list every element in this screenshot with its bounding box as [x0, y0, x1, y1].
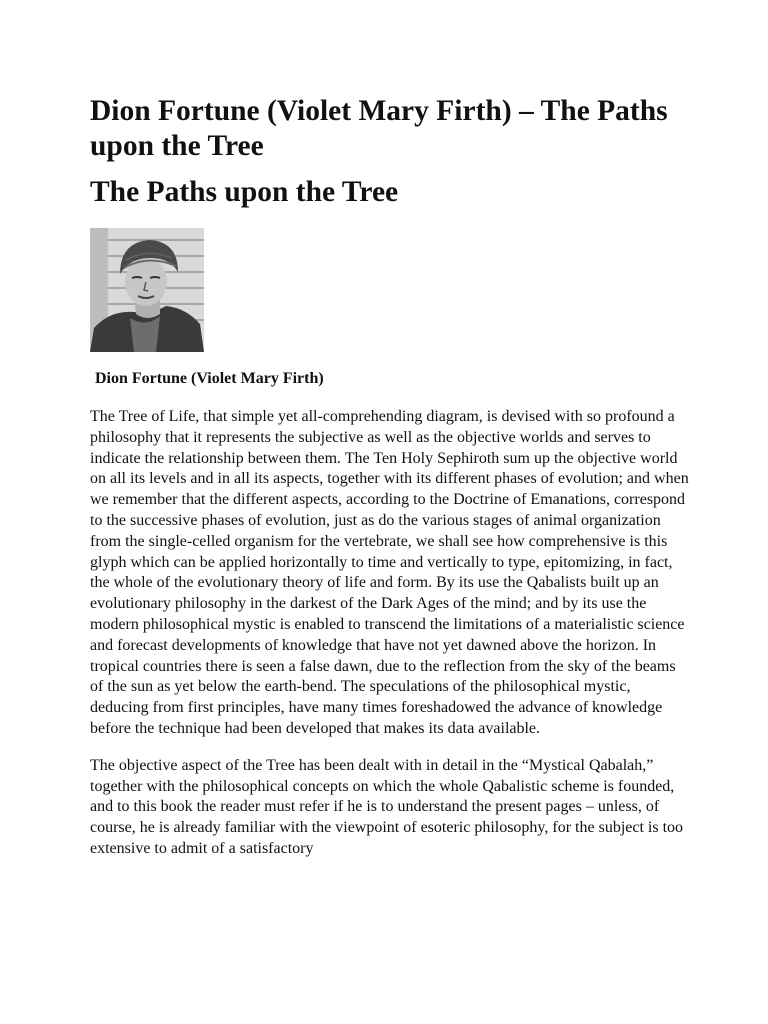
photo-caption: Dion Fortune (Violet Mary Firth)	[95, 370, 324, 387]
author-photo	[90, 228, 204, 352]
body-paragraph-2: The objective aspect of the Tree has been dealt with in detail in the “Mystical Qabalah,” together with the philosophical concepts on which the whole Qabalistic scheme is founded, and to this book the reader must refer if he is to understand the present pages – unless, of course, he is already familiar with the viewpoint of esoteric philosophy, for the subject is too extensive to admit of a satisfactory	[90, 756, 684, 857]
document-subtitle: The Paths upon the Tree	[90, 176, 399, 208]
document-title: Dion Fortune (Violet Mary Firth) – The Paths upon the Tree	[90, 95, 668, 162]
document-page	[90, 94, 690, 860]
body-paragraph-1: The Tree of Life, that simple yet all-comprehending diagram, is devised with so profound a philosophy that it represents the subjective as well as the objective worlds and serves to indicate the relationship between them. The Ten Holy Sephiroth sum up the objective world on all its levels and in all its aspects, together with its different phases of evolution; and when we remember that the different aspects, according to the Doctrine of Emanations, correspond to the successive phases of evolution, just as do the various stages of animal organization from the single-celled organism for the vertebrate, we shall see how comprehensive is this glyph which can be applied horizontally to time and vertically to type, epitomizing, in fact, the whole of the evolutionary theory of life and form. By its use the Qabalists built up an evolutionary philosophy in the darkest of the Dark Ages of the mind; and by its use the modern philosophical mystic is enabled to transcend the limitations of a materialistic science and forecast developments of knowledge that have not yet dawned above the horizon. In tropical countries there is seen a false dawn, due to the reflection from the sky of the beams of the sun as yet below the earth-bend. The speculations of the philosophical mystic, deducing from first principles, have many times foreshadowed the advance of knowledge before the technique had been developed that makes its data available.	[90, 408, 689, 737]
